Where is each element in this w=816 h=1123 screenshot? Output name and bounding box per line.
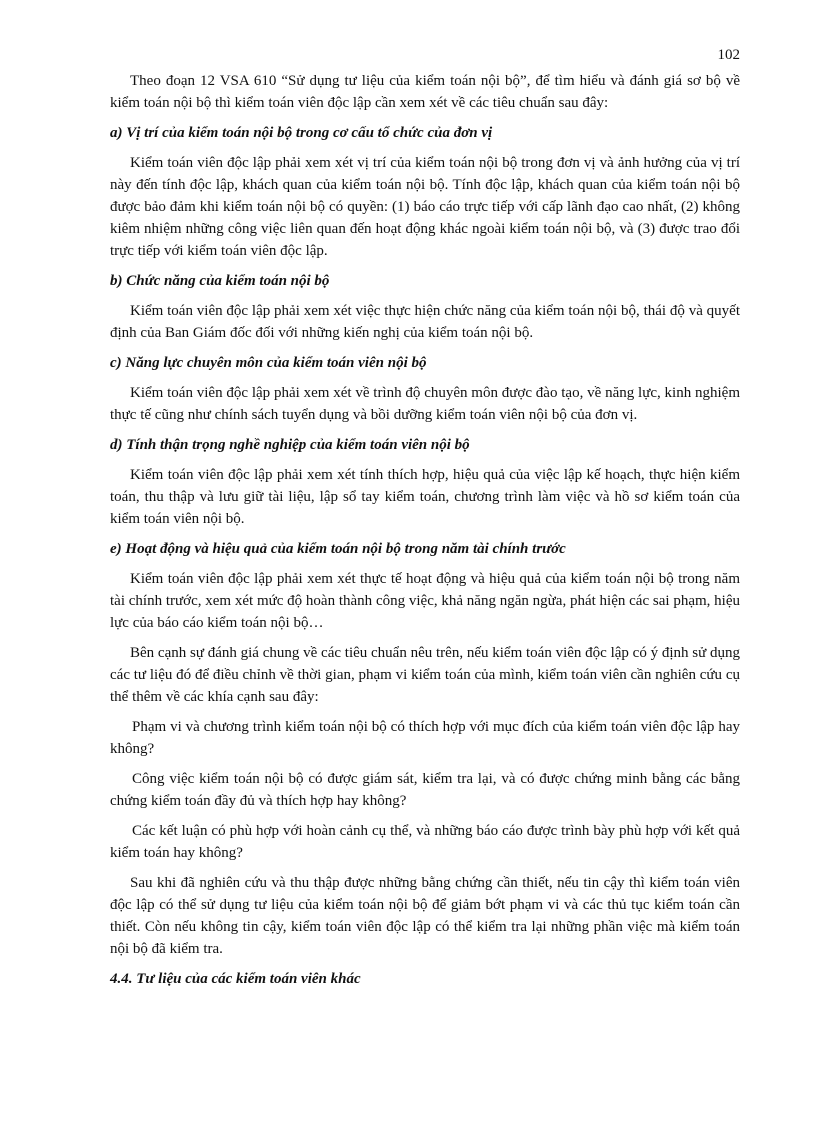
section-heading-a: a) Vị trí của kiểm toán nội bộ trong cơ cấu tổ chức của đơn vị <box>110 125 493 141</box>
document-body <box>110 70 740 998</box>
section-heading-d: d) Tính thận trọng nghề nghiệp của kiểm toán viên nội bộ <box>110 437 470 453</box>
section-heading-e: e) Hoạt động và hiệu quả của kiểm toán nội bộ trong năm tài chính trước <box>110 541 566 557</box>
section-heading-b: b) Chức năng của kiểm toán nội bộ <box>110 273 330 289</box>
question-2: Công việc kiểm toán nội bộ có được giám sát, kiểm tra lại, và có được chứng minh bằng các bằng chứng kiểm toán đầy đủ và thích hợp hay không? <box>110 771 740 809</box>
intro-paragraph: Theo đoạn 12 VSA 610 “Sử dụng tư liệu của kiểm toán nội bộ”, để tìm hiểu và đánh giá sơ bộ về kiểm toán nội bộ thì kiểm toán viên độc lập cần xem xét về các tiêu chuẩn sau đây: <box>110 73 740 111</box>
question-1: Phạm vi và chương trình kiểm toán nội bộ có thích hợp với mục đích của kiểm toán viên độc lập hay không? <box>110 719 740 757</box>
section-heading-c: c) Năng lực chuyên môn của kiểm toán viên nội bộ <box>110 355 427 371</box>
paragraph-after-criteria: Bên cạnh sự đánh giá chung về các tiêu chuẩn nêu trên, nếu kiểm toán viên độc lập có ý định sử dụng các tư liệu đó để điều chỉnh về thời gian, phạm vi kiểm toán của mình, kiểm toán viên cần nghiên cứu cụ thể thêm về các khía cạnh sau đây: <box>110 645 740 705</box>
conclusion-paragraph: Sau khi đã nghiên cứu và thu thập được những bằng chứng cần thiết, nếu tin cậy thì kiểm toán viên độc lập có thể sử dụng tư liệu của kiểm toán nội bộ để giảm bớt phạm vi và các thủ tục kiểm toán cần thiết. Còn nếu không tin cậy, kiểm toán viên độc lập có thể kiểm tra lại những phần việc mà kiểm toán nội bộ đã kiểm tra. <box>110 875 740 957</box>
section-body-e: Kiểm toán viên độc lập phải xem xét thực tế hoạt động và hiệu quả của kiểm toán nội bộ trong năm tài chính trước, xem xét mức độ hoàn thành công việc, khả năng ngăn ngừa, phát hiện các sai phạm, hiệu lực của báo cáo kiểm toán nội bộ… <box>110 571 740 631</box>
section-body-a: Kiểm toán viên độc lập phải xem xét vị trí của kiểm toán nội bộ trong đơn vị và ảnh hưởng của vị trí này đến tính độc lập, khách quan của kiểm toán nội bộ. Tính độc lập, khách quan của kiểm toán nội bộ được bảo đảm khi kiểm toán nội bộ có quyền: (1) báo cáo trực tiếp với cấp lãnh đạo cao nhất, (2) không kiêm nhiệm những công việc liên quan đến hoạt động khác ngoài kiểm toán nội bộ, và (3) được trao đổi trực tiếp với kiểm toán viên độc lập. <box>110 155 740 259</box>
page-number: 102 <box>717 47 740 63</box>
section-body-b: Kiểm toán viên độc lập phải xem xét việc thực hiện chức năng của kiểm toán nội bộ, thái độ và quyết định của Ban Giám đốc đối với những kiến nghị của kiểm toán nội bộ. <box>110 303 740 341</box>
next-section-heading: 4.4. Tư liệu của các kiểm toán viên khác <box>110 971 361 987</box>
question-3: Các kết luận có phù hợp với hoàn cảnh cụ thể, và những báo cáo được trình bày phù hợp với kết quả kiểm toán hay không? <box>110 823 740 861</box>
section-body-c: Kiểm toán viên độc lập phải xem xét về trình độ chuyên môn được đào tạo, về năng lực, kinh nghiệm thực tế cũng như chính sách tuyển dụng và bồi dưỡng kiểm toán viên nội bộ của đơn vị. <box>110 385 740 423</box>
section-body-d: Kiểm toán viên độc lập phải xem xét tính thích hợp, hiệu quả của việc lập kế hoạch, thực hiện kiểm toán, thu thập và lưu giữ tài liệu, lập sổ tay kiểm toán, chương trình làm việc và hồ sơ kiểm toán của kiểm toán viên nội bộ. <box>110 467 740 527</box>
